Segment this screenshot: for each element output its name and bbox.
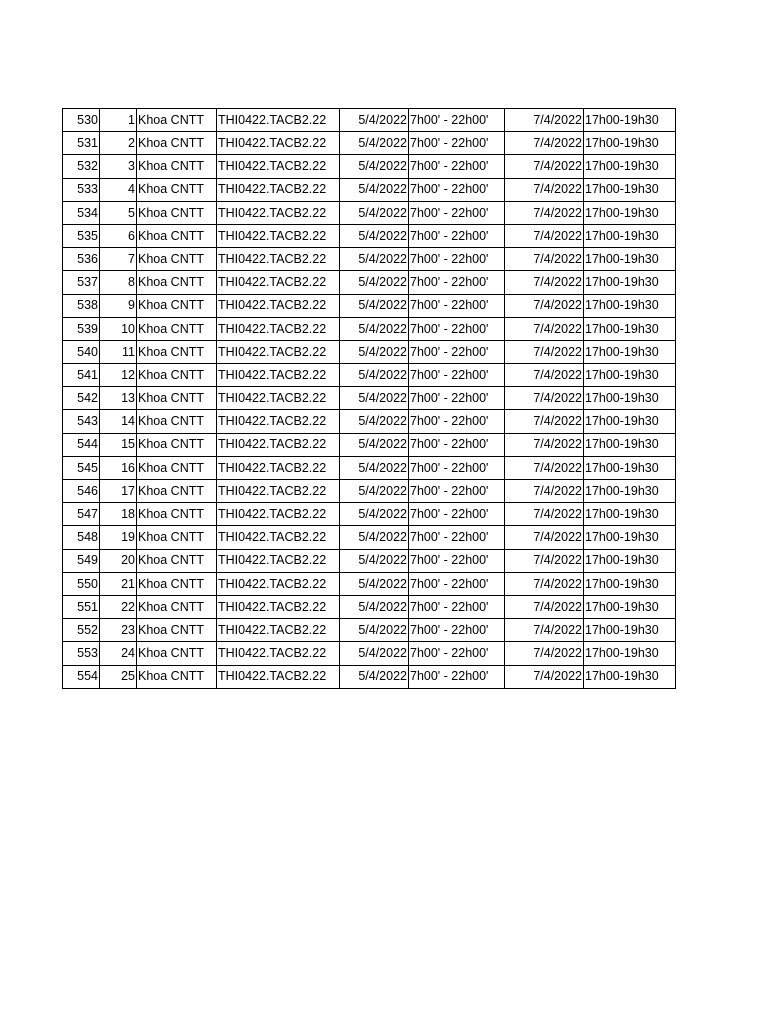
row-index-cell: 552 [63,619,100,642]
registration-time-cell: 7h00' - 22h00' [409,364,505,387]
exam-time-cell: 17h00-19h30 [584,456,676,479]
exam-date-cell: 7/4/2022 [505,271,584,294]
unit-cell: Khoa CNTT [137,433,217,456]
unit-cell: Khoa CNTT [137,132,217,155]
sequence-number-cell: 1 [100,109,137,132]
unit-cell: Khoa CNTT [137,294,217,317]
table-row [63,456,676,479]
sequence-number-cell: 15 [100,433,137,456]
exam-time-cell: 17h00-19h30 [584,317,676,340]
unit-cell: Khoa CNTT [137,572,217,595]
registration-time-cell: 7h00' - 22h00' [409,619,505,642]
registration-date-cell: 5/4/2022 [340,317,409,340]
table-row [63,201,676,224]
sequence-number-cell: 5 [100,201,137,224]
exam-date-cell: 7/4/2022 [505,433,584,456]
registration-date-cell: 5/4/2022 [340,410,409,433]
registration-date-cell: 5/4/2022 [340,364,409,387]
exam-date-cell: 7/4/2022 [505,109,584,132]
table-row [63,178,676,201]
row-index-cell: 546 [63,480,100,503]
registration-date-cell: 5/4/2022 [340,595,409,618]
exam-date-cell: 7/4/2022 [505,456,584,479]
exam-time-cell: 17h00-19h30 [584,572,676,595]
unit-cell: Khoa CNTT [137,109,217,132]
sequence-number-cell: 22 [100,595,137,618]
table-row [63,248,676,271]
table-row [63,665,676,688]
row-index-cell: 542 [63,387,100,410]
table-body [63,109,676,689]
exam-code-cell: THI0422.TACB2.22 [217,132,340,155]
registration-date-cell: 5/4/2022 [340,503,409,526]
exam-code-cell: THI0422.TACB2.22 [217,109,340,132]
row-index-cell: 531 [63,132,100,155]
row-index-cell: 554 [63,665,100,688]
row-index-cell: 532 [63,155,100,178]
registration-time-cell: 7h00' - 22h00' [409,410,505,433]
table-row [63,595,676,618]
exam-date-cell: 7/4/2022 [505,340,584,363]
sequence-number-cell: 24 [100,642,137,665]
exam-time-cell: 17h00-19h30 [584,642,676,665]
row-index-cell: 551 [63,595,100,618]
exam-code-cell: THI0422.TACB2.22 [217,433,340,456]
exam-time-cell: 17h00-19h30 [584,294,676,317]
exam-code-cell: THI0422.TACB2.22 [217,248,340,271]
registration-date-cell: 5/4/2022 [340,178,409,201]
exam-date-cell: 7/4/2022 [505,549,584,572]
exam-code-cell: THI0422.TACB2.22 [217,387,340,410]
exam-date-cell: 7/4/2022 [505,155,584,178]
registration-time-cell: 7h00' - 22h00' [409,224,505,247]
unit-cell: Khoa CNTT [137,549,217,572]
exam-time-cell: 17h00-19h30 [584,271,676,294]
registration-time-cell: 7h00' - 22h00' [409,387,505,410]
exam-code-cell: THI0422.TACB2.22 [217,201,340,224]
exam-code-cell: THI0422.TACB2.22 [217,480,340,503]
exam-time-cell: 17h00-19h30 [584,340,676,363]
exam-date-cell: 7/4/2022 [505,248,584,271]
sequence-number-cell: 25 [100,665,137,688]
exam-code-cell: THI0422.TACB2.22 [217,155,340,178]
exam-time-cell: 17h00-19h30 [584,619,676,642]
unit-cell: Khoa CNTT [137,642,217,665]
exam-code-cell: THI0422.TACB2.22 [217,665,340,688]
table-row [63,410,676,433]
exam-date-cell: 7/4/2022 [505,410,584,433]
unit-cell: Khoa CNTT [137,480,217,503]
registration-time-cell: 7h00' - 22h00' [409,665,505,688]
sequence-number-cell: 4 [100,178,137,201]
unit-cell: Khoa CNTT [137,595,217,618]
registration-date-cell: 5/4/2022 [340,387,409,410]
registration-time-cell: 7h00' - 22h00' [409,340,505,363]
registration-time-cell: 7h00' - 22h00' [409,178,505,201]
registration-time-cell: 7h00' - 22h00' [409,572,505,595]
sequence-number-cell: 23 [100,619,137,642]
registration-date-cell: 5/4/2022 [340,340,409,363]
table-row [63,503,676,526]
unit-cell: Khoa CNTT [137,317,217,340]
exam-code-cell: THI0422.TACB2.22 [217,224,340,247]
sequence-number-cell: 7 [100,248,137,271]
registration-time-cell: 7h00' - 22h00' [409,480,505,503]
exam-code-cell: THI0422.TACB2.22 [217,595,340,618]
registration-time-cell: 7h00' - 22h00' [409,109,505,132]
registration-time-cell: 7h00' - 22h00' [409,155,505,178]
exam-code-cell: THI0422.TACB2.22 [217,572,340,595]
sequence-number-cell: 14 [100,410,137,433]
exam-code-cell: THI0422.TACB2.22 [217,340,340,363]
exam-code-cell: THI0422.TACB2.22 [217,549,340,572]
exam-date-cell: 7/4/2022 [505,642,584,665]
unit-cell: Khoa CNTT [137,271,217,294]
exam-date-cell: 7/4/2022 [505,480,584,503]
exam-date-cell: 7/4/2022 [505,132,584,155]
exam-date-cell: 7/4/2022 [505,619,584,642]
exam-time-cell: 17h00-19h30 [584,155,676,178]
sequence-number-cell: 6 [100,224,137,247]
table-row [63,155,676,178]
sequence-number-cell: 10 [100,317,137,340]
table-row [63,387,676,410]
registration-time-cell: 7h00' - 22h00' [409,642,505,665]
exam-time-cell: 17h00-19h30 [584,248,676,271]
registration-time-cell: 7h00' - 22h00' [409,294,505,317]
row-index-cell: 540 [63,340,100,363]
registration-date-cell: 5/4/2022 [340,155,409,178]
exam-code-cell: THI0422.TACB2.22 [217,526,340,549]
unit-cell: Khoa CNTT [137,526,217,549]
exam-time-cell: 17h00-19h30 [584,178,676,201]
exam-time-cell: 17h00-19h30 [584,410,676,433]
schedule-table [62,108,676,689]
row-index-cell: 543 [63,410,100,433]
registration-time-cell: 7h00' - 22h00' [409,132,505,155]
exam-time-cell: 17h00-19h30 [584,665,676,688]
registration-date-cell: 5/4/2022 [340,109,409,132]
exam-code-cell: THI0422.TACB2.22 [217,410,340,433]
table-row [63,572,676,595]
exam-date-cell: 7/4/2022 [505,595,584,618]
unit-cell: Khoa CNTT [137,503,217,526]
registration-time-cell: 7h00' - 22h00' [409,271,505,294]
exam-code-cell: THI0422.TACB2.22 [217,364,340,387]
table-row [63,294,676,317]
registration-date-cell: 5/4/2022 [340,271,409,294]
sequence-number-cell: 21 [100,572,137,595]
exam-time-cell: 17h00-19h30 [584,224,676,247]
exam-code-cell: THI0422.TACB2.22 [217,619,340,642]
registration-time-cell: 7h00' - 22h00' [409,549,505,572]
registration-date-cell: 5/4/2022 [340,201,409,224]
row-index-cell: 538 [63,294,100,317]
registration-date-cell: 5/4/2022 [340,480,409,503]
registration-time-cell: 7h00' - 22h00' [409,433,505,456]
exam-date-cell: 7/4/2022 [505,526,584,549]
table-row [63,224,676,247]
table-row [63,132,676,155]
table-row [63,340,676,363]
sequence-number-cell: 3 [100,155,137,178]
row-index-cell: 549 [63,549,100,572]
row-index-cell: 544 [63,433,100,456]
exam-date-cell: 7/4/2022 [505,572,584,595]
registration-date-cell: 5/4/2022 [340,642,409,665]
exam-date-cell: 7/4/2022 [505,387,584,410]
unit-cell: Khoa CNTT [137,665,217,688]
unit-cell: Khoa CNTT [137,410,217,433]
table-row [63,480,676,503]
row-index-cell: 536 [63,248,100,271]
registration-date-cell: 5/4/2022 [340,549,409,572]
exam-date-cell: 7/4/2022 [505,224,584,247]
sequence-number-cell: 12 [100,364,137,387]
registration-time-cell: 7h00' - 22h00' [409,248,505,271]
exam-time-cell: 17h00-19h30 [584,109,676,132]
row-index-cell: 548 [63,526,100,549]
exam-code-cell: THI0422.TACB2.22 [217,271,340,294]
table-row [63,271,676,294]
exam-time-cell: 17h00-19h30 [584,364,676,387]
exam-code-cell: THI0422.TACB2.22 [217,456,340,479]
row-index-cell: 534 [63,201,100,224]
exam-date-cell: 7/4/2022 [505,503,584,526]
exam-time-cell: 17h00-19h30 [584,480,676,503]
registration-time-cell: 7h00' - 22h00' [409,526,505,549]
registration-date-cell: 5/4/2022 [340,224,409,247]
sequence-number-cell: 13 [100,387,137,410]
row-index-cell: 545 [63,456,100,479]
unit-cell: Khoa CNTT [137,387,217,410]
exam-date-cell: 7/4/2022 [505,317,584,340]
exam-date-cell: 7/4/2022 [505,178,584,201]
registration-time-cell: 7h00' - 22h00' [409,317,505,340]
registration-date-cell: 5/4/2022 [340,456,409,479]
sequence-number-cell: 11 [100,340,137,363]
sequence-number-cell: 9 [100,294,137,317]
row-index-cell: 547 [63,503,100,526]
exam-time-cell: 17h00-19h30 [584,387,676,410]
unit-cell: Khoa CNTT [137,224,217,247]
exam-date-cell: 7/4/2022 [505,665,584,688]
registration-time-cell: 7h00' - 22h00' [409,595,505,618]
unit-cell: Khoa CNTT [137,178,217,201]
registration-date-cell: 5/4/2022 [340,433,409,456]
registration-date-cell: 5/4/2022 [340,132,409,155]
row-index-cell: 550 [63,572,100,595]
exam-time-cell: 17h00-19h30 [584,132,676,155]
exam-time-cell: 17h00-19h30 [584,201,676,224]
table-row [63,619,676,642]
unit-cell: Khoa CNTT [137,456,217,479]
sequence-number-cell: 2 [100,132,137,155]
unit-cell: Khoa CNTT [137,155,217,178]
unit-cell: Khoa CNTT [137,201,217,224]
row-index-cell: 533 [63,178,100,201]
row-index-cell: 553 [63,642,100,665]
registration-time-cell: 7h00' - 22h00' [409,201,505,224]
row-index-cell: 535 [63,224,100,247]
row-index-cell: 539 [63,317,100,340]
exam-date-cell: 7/4/2022 [505,364,584,387]
exam-time-cell: 17h00-19h30 [584,433,676,456]
sequence-number-cell: 19 [100,526,137,549]
exam-date-cell: 7/4/2022 [505,201,584,224]
unit-cell: Khoa CNTT [137,340,217,363]
sequence-number-cell: 18 [100,503,137,526]
exam-code-cell: THI0422.TACB2.22 [217,294,340,317]
table-row [63,642,676,665]
unit-cell: Khoa CNTT [137,364,217,387]
sequence-number-cell: 8 [100,271,137,294]
table-row [63,549,676,572]
table-row [63,526,676,549]
exam-code-cell: THI0422.TACB2.22 [217,178,340,201]
exam-time-cell: 17h00-19h30 [584,595,676,618]
exam-time-cell: 17h00-19h30 [584,503,676,526]
sequence-number-cell: 16 [100,456,137,479]
unit-cell: Khoa CNTT [137,619,217,642]
table-row [63,433,676,456]
exam-code-cell: THI0422.TACB2.22 [217,642,340,665]
exam-date-cell: 7/4/2022 [505,294,584,317]
sequence-number-cell: 17 [100,480,137,503]
exam-time-cell: 17h00-19h30 [584,549,676,572]
registration-time-cell: 7h00' - 22h00' [409,503,505,526]
registration-date-cell: 5/4/2022 [340,526,409,549]
registration-date-cell: 5/4/2022 [340,248,409,271]
exam-code-cell: THI0422.TACB2.22 [217,317,340,340]
table-row [63,317,676,340]
table-row [63,364,676,387]
row-index-cell: 541 [63,364,100,387]
row-index-cell: 537 [63,271,100,294]
registration-date-cell: 5/4/2022 [340,619,409,642]
row-index-cell: 530 [63,109,100,132]
table-row [63,109,676,132]
registration-date-cell: 5/4/2022 [340,572,409,595]
registration-date-cell: 5/4/2022 [340,665,409,688]
registration-date-cell: 5/4/2022 [340,294,409,317]
exam-time-cell: 17h00-19h30 [584,526,676,549]
unit-cell: Khoa CNTT [137,248,217,271]
registration-time-cell: 7h00' - 22h00' [409,456,505,479]
exam-code-cell: THI0422.TACB2.22 [217,503,340,526]
sequence-number-cell: 20 [100,549,137,572]
